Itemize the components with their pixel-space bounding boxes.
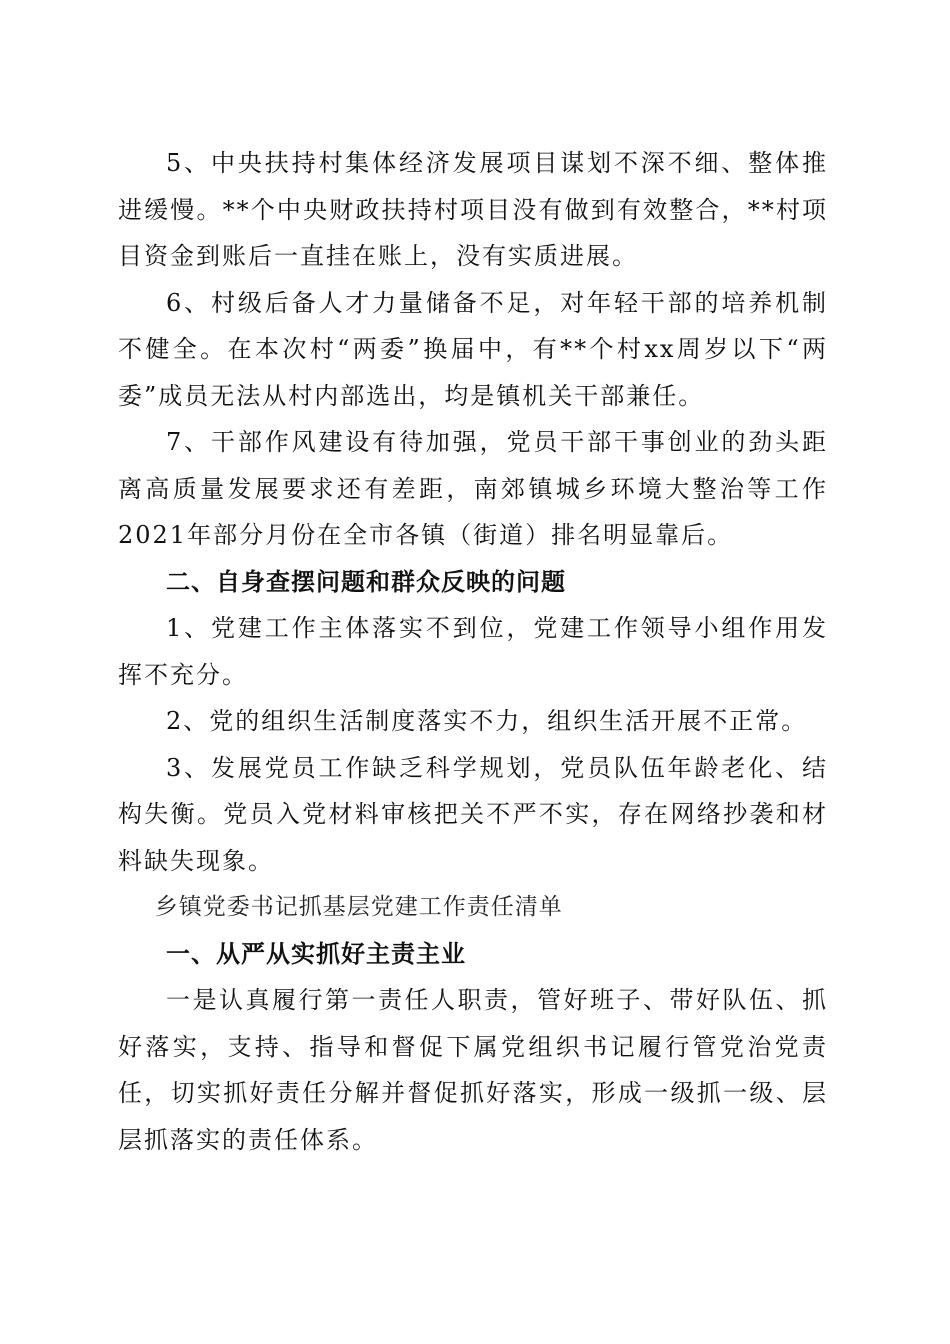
document-body [118,140,828,1163]
section-2-heading: 二、自身查摆问题和群众反映的问题 [166,567,566,596]
paragraph-item-7: 7、干部作风建设有待加强，党员干部干事创业的劲头距离高质量发展要求还有差距，南郊镇城乡环境大整治等工作2021年部分月份在全市各镇（街道）排名明显靠后。 [118,428,828,549]
paragraph-item-3: 3、发展党员工作缺乏科学规划，党员队伍年龄老化、结构失衡。党员入党材料审核把关不严不实，存在网络抄袭和材料缺失现象。 [118,753,828,875]
section-1-heading: 一、从严从实抓好主责主业 [166,939,466,968]
paragraph-item-5: 5、中央扶持村集体经济发展项目谋划不深不细、整体推进缓慢。**个中央财政扶持村项目没有做到有效整合，**村项目资金到账后一直挂在账上，没有实质进展。 [118,149,828,270]
paragraph-item-6: 6、村级后备人才力量储备不足，对年轻干部的培养机制不健全。在本次村“两委”换届中，有**个村xx周岁以下“两委”成员无法从村内部选出，均是镇机关干部兼任。 [118,288,828,410]
paragraph-item-2: 2、党的组织生活制度落实不力，组织生活开展不正常。 [166,707,808,735]
paragraph-item-1: 1、党建工作主体落实不到位，党建工作领导小组作用发挥不充分。 [118,614,828,689]
paragraph-duty-1: 一是认真履行第一责任人职责，管好班子、带好队伍、抓好落实，支持、指导和督促下属党组织书记履行管党治党责任，切实抓好责任分解并督促抓好落实，形成一级抓一级、层层抓落实的责任体系。 [118,986,828,1154]
document-title: 乡镇党委书记抓基层党建工作责任清单 [154,894,563,920]
